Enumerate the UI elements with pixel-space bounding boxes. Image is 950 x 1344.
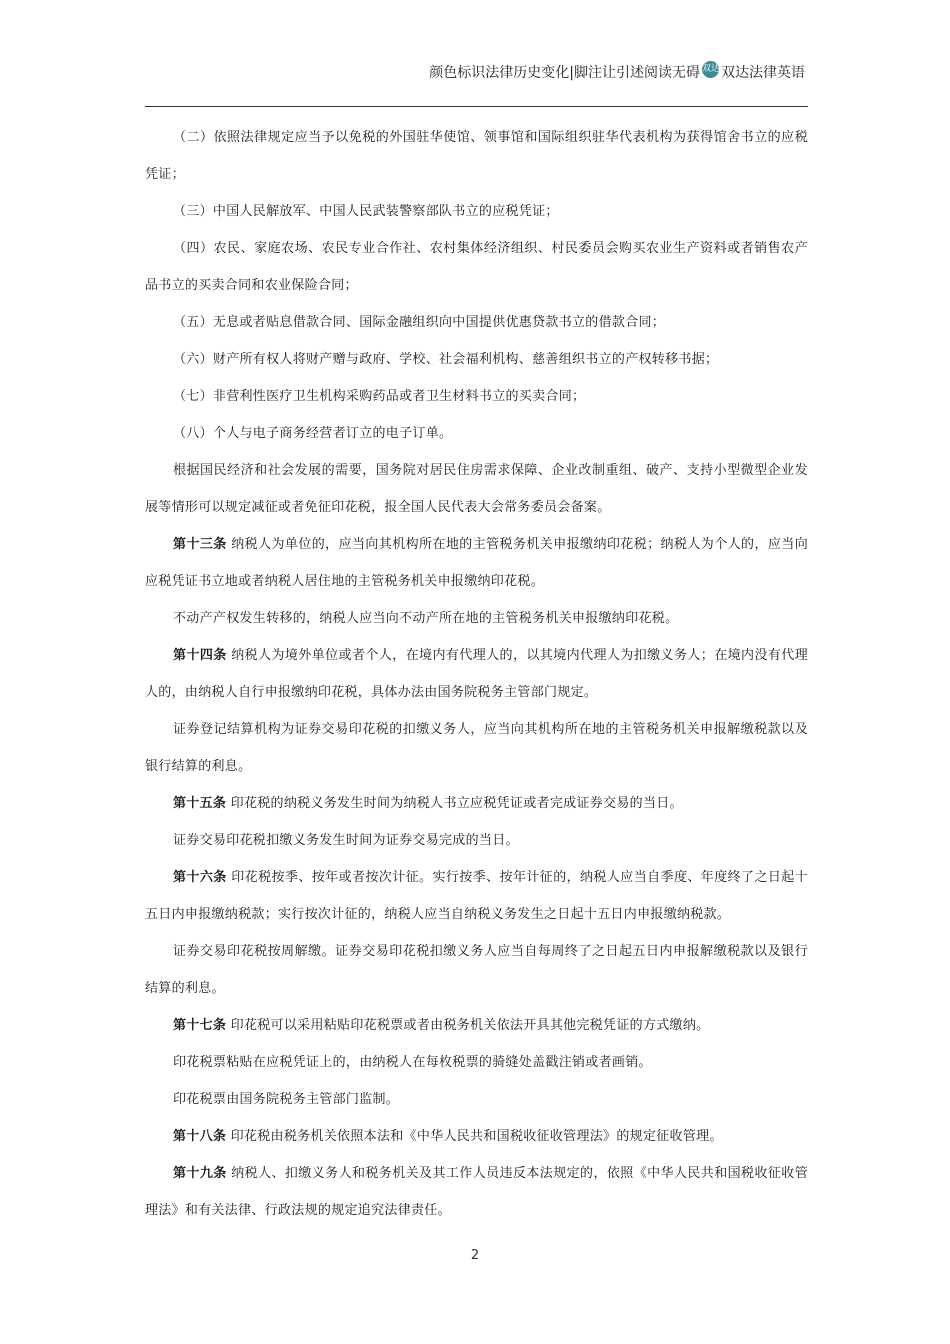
document-body bbox=[145, 119, 808, 1229]
paragraph: 证券交易印花税按周解缴。证券交易印花税扣缴义务人应当自每周终了之日起五日内申报解缴税款以及银行结算的利息。 bbox=[145, 944, 808, 996]
article-number: 第十七条 bbox=[173, 1018, 227, 1033]
article-paragraph: 第十五条 印花税的纳税义务发生时间为纳税人书立应税凭证或者完成证券交易的当日。 bbox=[173, 796, 683, 811]
paragraph: 不动产产权发生转移的，纳税人应当向不动产所在地的主管税务机关申报缴纳印花税。 bbox=[173, 611, 679, 626]
article-paragraph: 第十九条 纳税人、扣缴义务人和税务机关及其工作人员违反本法规定的，依照《中华人民共和国税收征收管理法》和有关法律、行政法规的规定追究法律责任。 bbox=[145, 1166, 809, 1218]
article-number: 第十四条 bbox=[173, 648, 227, 663]
article-number: 第十五条 bbox=[173, 796, 227, 811]
paragraph: 印花税票粘贴在应税凭证上的，由纳税人在每枚税票的骑缝处盖戳注销或者画销。 bbox=[173, 1055, 652, 1070]
paragraph: （七）非营利性医疗卫生机构采购药品或者卫生材料书立的买卖合同； bbox=[173, 389, 586, 404]
page-header bbox=[429, 62, 805, 82]
article-number: 第十六条 bbox=[173, 870, 227, 885]
paragraph: 印花税票由国务院税务主管部门监制。 bbox=[173, 1092, 400, 1107]
paragraph: 证券登记结算机构为证券交易印花税的扣缴义务人，应当向其机构所在地的主管税务机关申报解缴税款以及银行结算的利息。 bbox=[145, 722, 808, 774]
article-paragraph: 第十七条 印花税可以采用粘贴印花税票或者由税务机关依法开具其他完税凭证的方式缴纳。 bbox=[173, 1018, 710, 1033]
article-paragraph: 第十六条 印花税按季、按年或者按次计征。实行按季、按年计征的，纳税人应当自季度、年度终了之日起十五日内申报缴纳税款；实行按次计征的，纳税人应当自纳税义务发生之日起十五日内申报缴纳税款。 bbox=[145, 870, 809, 922]
paragraph: （六）财产所有权人将财产赠与政府、学校、社会福利机构、慈善组织书立的产权转移书据； bbox=[173, 352, 719, 367]
paragraph: 证券交易印花税扣缴义务发生时间为证券交易完成的当日。 bbox=[173, 833, 519, 848]
paragraph: 根据国民经济和社会发展的需要，国务院对居民住房需求保障、企业改制重组、破产、支持小型微型企业发展等情形可以规定减征或者免征印花税，报全国人民代表大会常务委员会备案。 bbox=[145, 463, 808, 515]
article-number: 第十九条 bbox=[173, 1166, 227, 1181]
paragraph: （三）中国人民解放军、中国人民武装警察部队书立的应税凭证； bbox=[173, 204, 559, 219]
article-number: 第十八条 bbox=[173, 1129, 227, 1144]
article-number: 第十三条 bbox=[173, 537, 227, 552]
article-paragraph: 第十四条 纳税人为境外单位或者个人，在境内有代理人的，以其境内代理人为扣缴义务人；在境内没有代理人的，由纳税人自行申报缴纳印花税，具体办法由国务院税务主管部门规定。 bbox=[145, 648, 809, 700]
paragraph: （八）个人与电子商务经营者订立的电子订单。 bbox=[173, 426, 453, 441]
paragraph: （五）无息或者贴息借款合同、国际金融组织向中国提供优惠贷款书立的借款合同； bbox=[173, 315, 666, 330]
header-brand: 双达法律英语 bbox=[721, 65, 805, 81]
page-number: 2 bbox=[470, 1248, 480, 1263]
shuangda-logo-icon: 双达 bbox=[702, 61, 719, 78]
paragraph: （四）农民、家庭农场、农民专业合作社、农村集体经济组织、村民委员会购买农业生产资料或者销售农产品书立的买卖合同和农业保险合同； bbox=[145, 241, 808, 293]
header-divider bbox=[145, 106, 808, 107]
article-paragraph: 第十三条 纳税人为单位的，应当向其机构所在地的主管税务机关申报缴纳印花税；纳税人为个人的，应当向应税凭证书立地或者纳税人居住地的主管税务机关申报缴纳印花税。 bbox=[145, 537, 809, 589]
header-tagline: 颜色标识法律历史变化|脚注让引述阅读无碍 bbox=[429, 65, 700, 81]
paragraph: （二）依照法律规定应当予以免税的外国驻华使馆、领事馆和国际组织驻华代表机构为获得馆舍书立的应税凭证； bbox=[145, 130, 808, 182]
article-paragraph: 第十八条 印花税由税务机关依照本法和《中华人民共和国税收征收管理法》的规定征收管理。 bbox=[173, 1129, 723, 1144]
